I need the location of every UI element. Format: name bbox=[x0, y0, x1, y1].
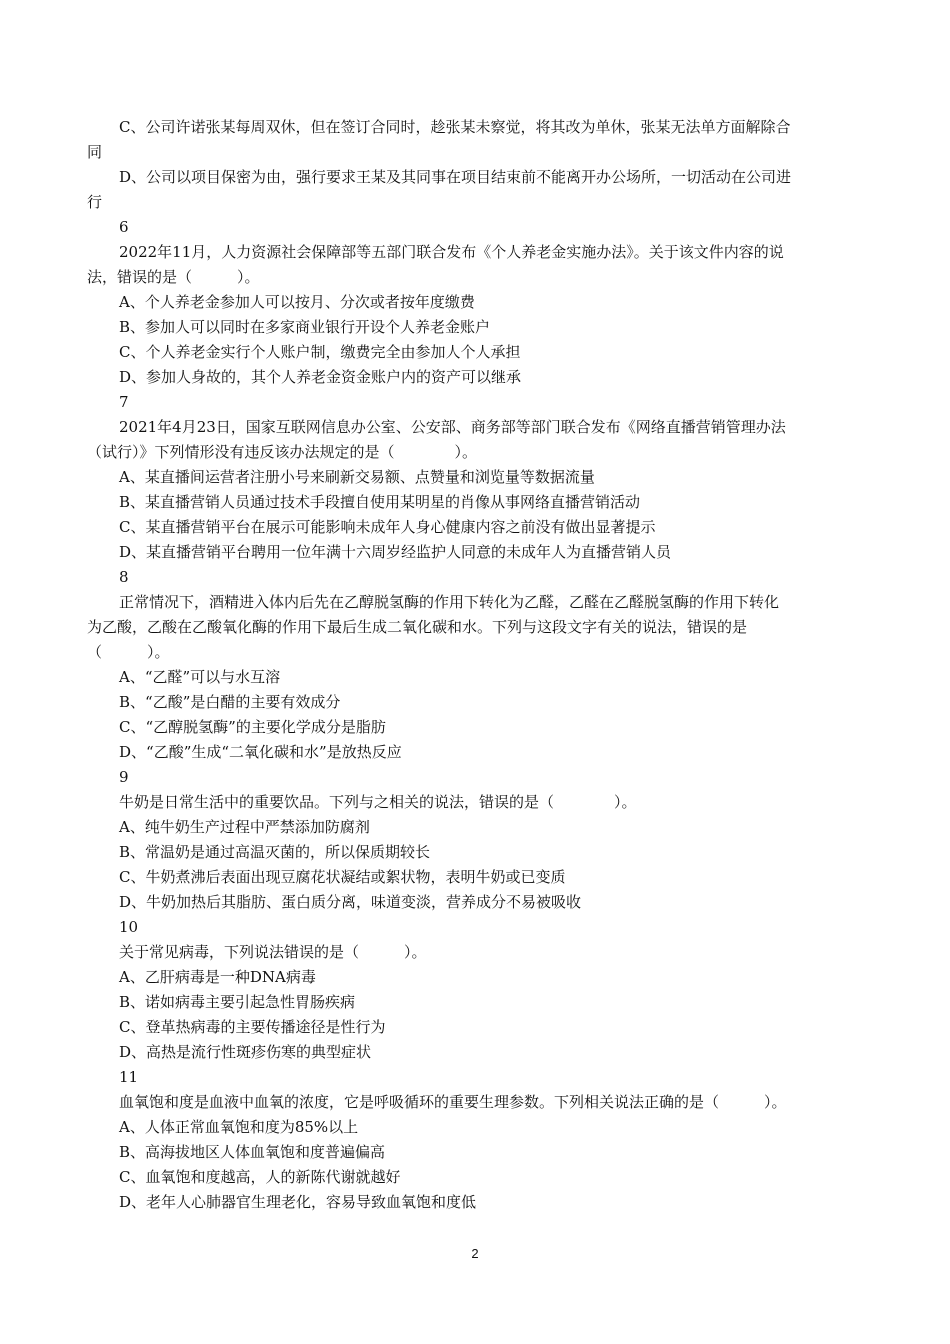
q7-option-a: A、某直播间运营者注册小号来刷新交易额、点赞量和浏览量等数据流量 bbox=[119, 468, 595, 486]
q6-number: 6 bbox=[119, 218, 129, 236]
q9-number: 9 bbox=[119, 768, 129, 786]
q7-number: 7 bbox=[119, 393, 129, 411]
q11-number: 11 bbox=[119, 1068, 139, 1086]
q7-option-c: C、某直播营销平台在展示可能影响未成年人身心健康内容之前没有做出显著提示 bbox=[119, 518, 656, 536]
q9-option-c: C、牛奶煮沸后表面出现豆腐花状凝结或絮状物，表明牛奶或已变质 bbox=[119, 868, 566, 886]
q9-option-a: A、纯牛奶生产过程中严禁添加防腐剂 bbox=[119, 818, 370, 836]
q10-number: 10 bbox=[119, 918, 139, 936]
q9-option-d: D、牛奶加热后其脂肪、蛋白质分离，味道变淡，营养成分不易被吸收 bbox=[119, 893, 582, 911]
q10-option-b: B、诺如病毒主要引起急性胃肠疾病 bbox=[119, 993, 356, 1011]
q10-option-d: D、高热是流行性斑疹伤寒的典型症状 bbox=[119, 1043, 372, 1061]
q6-option-b: B、参加人可以同时在多家商业银行开设个人养老金账户 bbox=[119, 318, 491, 336]
q5-option-c: C、公司许诺张某每周双休，但在签订合同时，趁张某未察觉，将其改为单休，张某无法单方面解除合 bbox=[119, 118, 791, 136]
q8-option-b: B、“乙酸”是白醋的主要有效成分 bbox=[119, 693, 341, 711]
q5-option-c-wrap: 同 bbox=[87, 143, 103, 161]
q10-option-c: C、登革热病毒的主要传播途径是性行为 bbox=[119, 1018, 386, 1036]
q5-option-d-wrap: 行 bbox=[87, 193, 103, 211]
page-number: 2 bbox=[471, 1246, 479, 1261]
q8-number: 8 bbox=[119, 568, 129, 586]
q10-option-a: A、乙肝病毒是一种DNA病毒 bbox=[119, 968, 316, 986]
q10-stem: 关于常见病毒，下列说法错误的是（ ）。 bbox=[119, 943, 427, 961]
q8-stem-wrap-1: 为乙酸，乙酸在乙酸氧化酶的作用下最后生成二氧化碳和水。下列与这段文字有关的说法，错误的是 bbox=[87, 618, 748, 636]
q7-stem: 2021年4月23日，国家互联网信息办公室、公安部、商务部等部门联合发布《网络直播营销管理办法 bbox=[119, 418, 786, 436]
q11-option-a: A、人体正常血氧饱和度为85%以上 bbox=[119, 1118, 359, 1136]
q9-option-b: B、常温奶是通过高温灭菌的，所以保质期较长 bbox=[119, 843, 431, 861]
q11-option-d: D、老年人心肺器官生理老化，容易导致血氧饱和度低 bbox=[119, 1193, 477, 1211]
q8-option-c: C、“乙醇脱氢酶”的主要化学成分是脂肪 bbox=[119, 718, 386, 736]
q7-stem-wrap: （试行）》下列情形没有违反该办法规定的是（ ）。 bbox=[87, 443, 478, 461]
q11-option-b: B、高海拔地区人体血氧饱和度普遍偏高 bbox=[119, 1143, 386, 1161]
q6-stem: 2022年11月，人力资源社会保障部等五部门联合发布《个人养老金实施办法》。关于该文件内容的说 bbox=[119, 243, 784, 261]
q11-stem: 血氧饱和度是血液中血氧的浓度，它是呼吸循环的重要生理参数。下列相关说法正确的是（ ）。 bbox=[119, 1093, 787, 1111]
q9-stem: 牛奶是日常生活中的重要饮品。下列与之相关的说法，错误的是（ ）。 bbox=[119, 793, 637, 811]
q6-option-c: C、个人养老金实行个人账户制，缴费完全由参加人个人承担 bbox=[119, 343, 521, 361]
q8-option-a: A、“乙醛”可以与水互溶 bbox=[119, 668, 281, 686]
q5-option-d: D、公司以项目保密为由，强行要求王某及其同事在项目结束前不能离开办公场所，一切活动在公司进 bbox=[119, 168, 792, 186]
q6-option-d: D、参加人身故的，其个人养老金资金账户内的资产可以继承 bbox=[119, 368, 522, 386]
q8-option-d: D、“乙酸”生成“二氧化碳和水”是放热反应 bbox=[119, 743, 402, 761]
q7-option-d: D、某直播营销平台聘用一位年满十六周岁经监护人同意的未成年人为直播营销人员 bbox=[119, 543, 672, 561]
q6-stem-wrap: 法，错误的是（ ）。 bbox=[87, 268, 260, 286]
q11-option-c: C、血氧饱和度越高，人的新陈代谢就越好 bbox=[119, 1168, 401, 1186]
q8-stem: 正常情况下，酒精进入体内后先在乙醇脱氢酶的作用下转化为乙醛，乙醛在乙醛脱氢酶的作用下转化 bbox=[119, 593, 780, 611]
q7-option-b: B、某直播营销人员通过技术手段擅自使用某明星的肖像从事网络直播营销活动 bbox=[119, 493, 641, 511]
q6-option-a: A、个人养老金参加人可以按月、分次或者按年度缴费 bbox=[119, 293, 475, 311]
q8-stem-wrap-2: （ ）。 bbox=[87, 643, 170, 661]
